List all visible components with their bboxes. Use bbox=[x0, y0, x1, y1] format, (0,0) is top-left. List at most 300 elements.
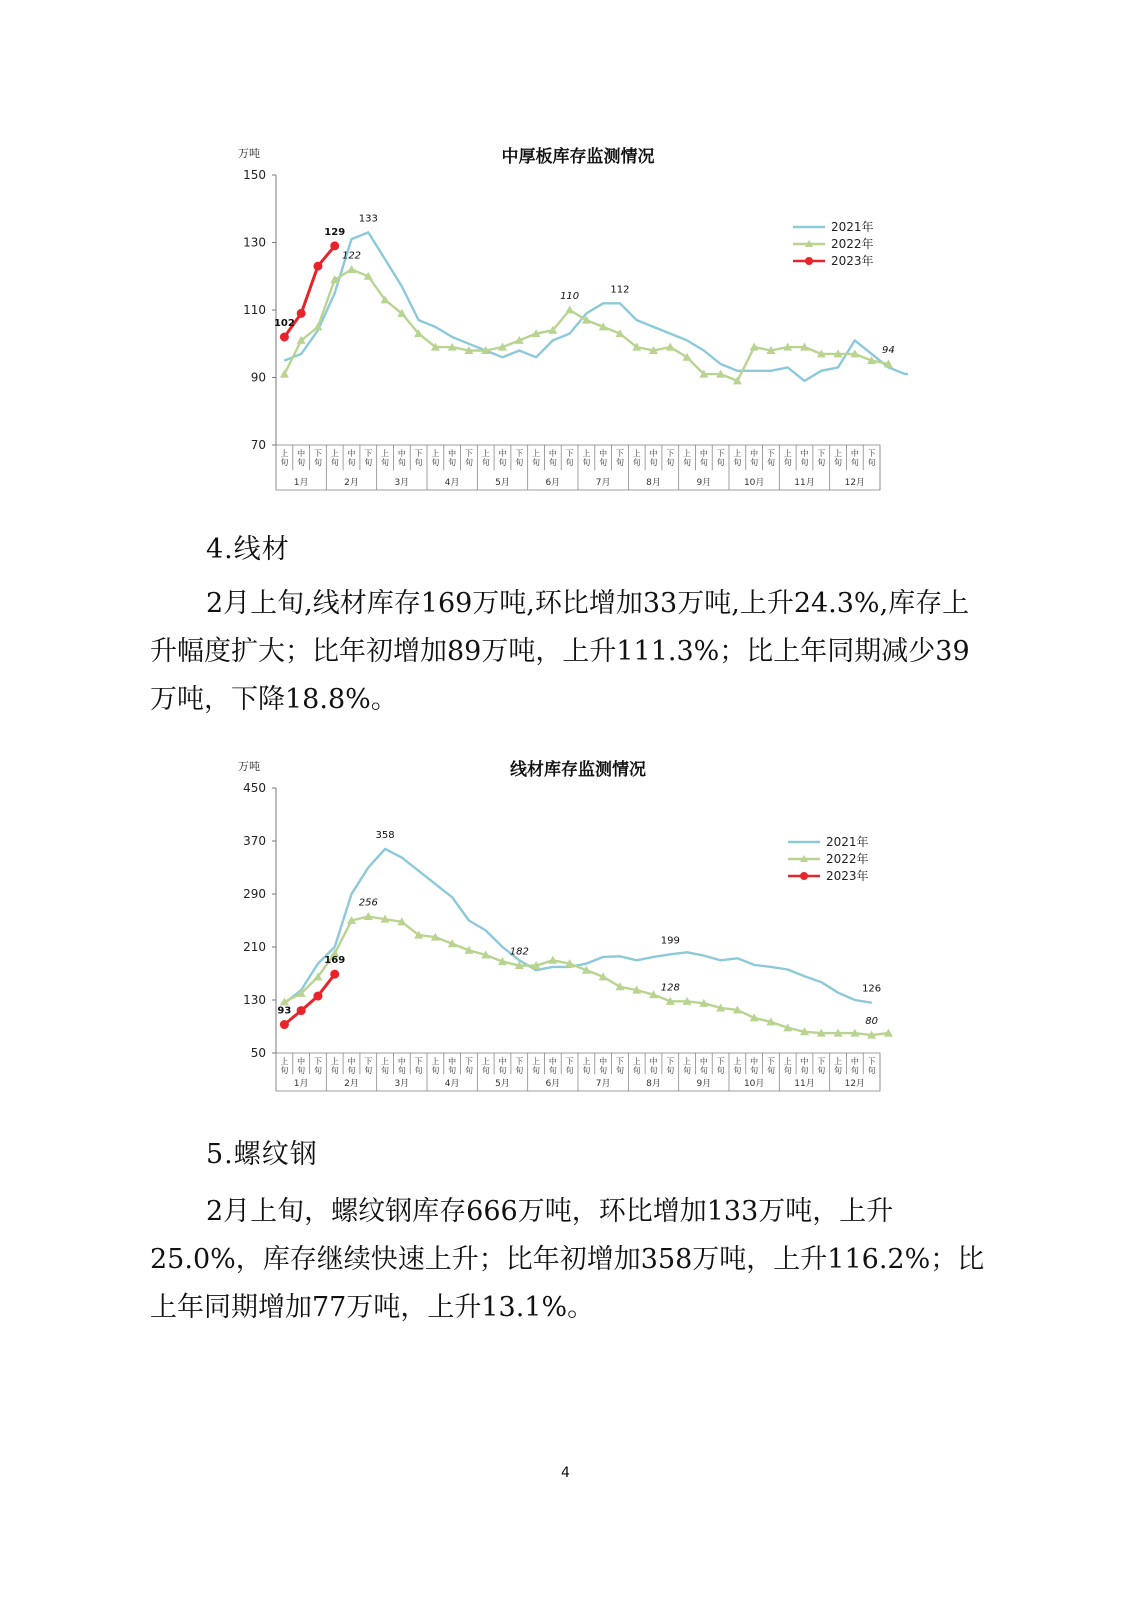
data-point-triangle bbox=[347, 265, 356, 273]
y-axis-unit: 万吨 bbox=[238, 760, 260, 773]
data-label: 126 bbox=[862, 983, 882, 995]
x-month-label: 6月 bbox=[545, 1079, 561, 1089]
x-period-label bbox=[381, 448, 389, 467]
x-period-label bbox=[784, 1056, 792, 1075]
data-point-circle bbox=[313, 992, 322, 1001]
x-period-char: 中 bbox=[649, 1057, 658, 1066]
x-period-char: 下 bbox=[515, 1057, 524, 1066]
data-label: 129 bbox=[324, 226, 346, 238]
x-period-char: 下 bbox=[615, 1057, 624, 1066]
data-point bbox=[301, 353, 302, 354]
x-period-label bbox=[331, 1056, 339, 1075]
x-period-label bbox=[549, 448, 557, 467]
x-period-char: 中 bbox=[800, 449, 809, 458]
data-label: 169 bbox=[324, 955, 346, 967]
data-point bbox=[452, 897, 453, 898]
x-month-label: 1月 bbox=[293, 478, 309, 488]
data-point bbox=[284, 360, 285, 361]
x-period-char: 中 bbox=[750, 1057, 759, 1066]
x-period-char: 上 bbox=[280, 1057, 289, 1066]
x-month-label: 12月 bbox=[844, 478, 866, 488]
x-month-label: 11月 bbox=[794, 478, 815, 488]
data-point bbox=[754, 370, 755, 371]
x-month-label: 4月 bbox=[444, 1079, 460, 1089]
x-period-char: 旬 bbox=[481, 1066, 490, 1075]
data-point bbox=[569, 333, 570, 334]
x-period-char: 上 bbox=[532, 449, 541, 458]
data-point bbox=[854, 1000, 855, 1001]
x-period-char: 上 bbox=[783, 449, 792, 458]
x-period-char: 旬 bbox=[834, 1066, 843, 1075]
x-period-char: 中 bbox=[850, 1057, 859, 1066]
x-period-char: 旬 bbox=[498, 1066, 507, 1075]
data-point bbox=[653, 326, 654, 327]
data-point bbox=[838, 992, 839, 993]
y-tick-label: 290 bbox=[243, 887, 266, 901]
legend-label: 2021年 bbox=[831, 220, 874, 234]
x-month-label: 12月 bbox=[844, 1079, 866, 1089]
x-period-char: 旬 bbox=[750, 1066, 759, 1075]
x-period-char: 中 bbox=[649, 449, 658, 458]
data-point bbox=[452, 337, 453, 338]
data-point bbox=[418, 320, 419, 321]
x-period-label bbox=[364, 1057, 372, 1075]
data-point-triangle bbox=[280, 370, 289, 378]
x-period-label bbox=[700, 448, 708, 467]
x-period-label bbox=[297, 448, 305, 467]
data-point-circle bbox=[313, 262, 322, 271]
x-period-label bbox=[499, 1056, 507, 1075]
x-period-char: 旬 bbox=[381, 1066, 390, 1075]
x-period-label bbox=[532, 1056, 540, 1075]
data-point-circle bbox=[330, 241, 339, 250]
data-point bbox=[586, 313, 587, 314]
x-period-char: 中 bbox=[297, 1057, 306, 1066]
x-period-label bbox=[314, 1057, 322, 1075]
x-period-label bbox=[499, 448, 507, 467]
x-period-label bbox=[448, 1056, 456, 1075]
legend-label: 2021年 bbox=[826, 835, 869, 849]
x-period-char: 下 bbox=[867, 449, 876, 458]
data-point bbox=[468, 920, 469, 921]
data-point-circle bbox=[280, 333, 289, 342]
x-period-label bbox=[633, 448, 641, 467]
y-tick-label: 130 bbox=[243, 235, 266, 250]
x-period-char: 旬 bbox=[280, 1066, 289, 1075]
x-period-char: 下 bbox=[313, 449, 322, 458]
x-period-char: 中 bbox=[750, 449, 759, 458]
data-point bbox=[603, 303, 604, 304]
data-point bbox=[519, 350, 520, 351]
plate-inventory-chart bbox=[228, 135, 908, 500]
x-month-label: 6月 bbox=[545, 478, 561, 488]
data-point bbox=[670, 954, 671, 955]
x-period-char: 下 bbox=[313, 1057, 322, 1066]
x-period-char: 旬 bbox=[364, 458, 373, 467]
data-point bbox=[737, 370, 738, 371]
x-month-label: 7月 bbox=[595, 1079, 611, 1089]
x-period-char: 旬 bbox=[817, 1066, 826, 1075]
data-point bbox=[821, 982, 822, 983]
x-period-label bbox=[431, 1056, 439, 1075]
x-period-label bbox=[566, 1057, 574, 1075]
x-period-char: 上 bbox=[330, 1057, 339, 1066]
x-period-char: 旬 bbox=[666, 458, 675, 467]
x-period-label bbox=[717, 449, 725, 467]
series-line-2 bbox=[284, 917, 888, 1036]
x-period-char: 旬 bbox=[649, 1066, 658, 1075]
data-point bbox=[687, 952, 688, 953]
x-period-label bbox=[448, 448, 456, 467]
x-period-label bbox=[851, 448, 859, 467]
x-period-label bbox=[381, 1056, 389, 1075]
data-point-circle bbox=[297, 1006, 306, 1015]
x-period-label bbox=[750, 448, 758, 467]
data-point bbox=[334, 293, 335, 294]
x-period-char: 旬 bbox=[414, 458, 423, 467]
data-point bbox=[385, 259, 386, 260]
x-period-char: 下 bbox=[565, 449, 574, 458]
x-period-label bbox=[633, 1056, 641, 1075]
x-period-char: 旬 bbox=[615, 458, 624, 467]
data-point bbox=[502, 947, 503, 948]
x-month-label: 3月 bbox=[394, 1079, 410, 1089]
x-period-char: 旬 bbox=[464, 1066, 473, 1075]
x-period-char: 中 bbox=[397, 449, 406, 458]
x-period-char: 下 bbox=[666, 449, 675, 458]
x-period-label bbox=[666, 1057, 674, 1075]
x-period-label bbox=[582, 1056, 590, 1075]
x-period-char: 旬 bbox=[632, 458, 641, 467]
legend-label: 2022年 bbox=[831, 237, 874, 251]
x-period-label bbox=[767, 1057, 775, 1075]
data-label: 358 bbox=[375, 829, 395, 841]
page-number: 4 bbox=[561, 1465, 570, 1481]
data-point bbox=[368, 232, 369, 233]
x-period-char: 旬 bbox=[280, 458, 289, 467]
x-month-label: 2月 bbox=[344, 1079, 359, 1089]
x-month-label: 11月 bbox=[794, 1079, 815, 1089]
chart-title: 线材库存监测情况 bbox=[510, 760, 646, 780]
x-period-char: 旬 bbox=[817, 458, 826, 467]
x-period-char: 旬 bbox=[850, 458, 859, 467]
data-point bbox=[519, 960, 520, 961]
x-period-char: 旬 bbox=[599, 458, 608, 467]
section-4-heading: 4.线材 bbox=[206, 534, 290, 565]
legend-label: 2023年 bbox=[826, 869, 869, 883]
x-period-char: 旬 bbox=[800, 458, 809, 467]
x-period-char: 旬 bbox=[347, 1066, 356, 1075]
x-period-char: 上 bbox=[834, 1057, 843, 1066]
x-month-label: 5月 bbox=[495, 478, 510, 488]
x-period-label bbox=[348, 1056, 356, 1075]
data-label: 133 bbox=[358, 213, 378, 225]
chart-title: 中厚板库存监测情况 bbox=[501, 147, 655, 167]
x-period-char: 旬 bbox=[381, 458, 390, 467]
x-month-label: 4月 bbox=[444, 478, 460, 488]
x-period-char: 下 bbox=[515, 449, 524, 458]
series-line-2 bbox=[284, 270, 888, 381]
x-period-char: 旬 bbox=[313, 458, 322, 467]
section-5-heading: 5.螺纹钢 bbox=[206, 1139, 318, 1170]
x-period-label bbox=[314, 449, 322, 467]
x-period-char: 旬 bbox=[632, 1066, 641, 1075]
data-point-circle bbox=[330, 970, 339, 979]
x-period-char: 中 bbox=[397, 1057, 406, 1066]
x-period-char: 旬 bbox=[582, 1066, 591, 1075]
data-point bbox=[536, 970, 537, 971]
x-period-char: 旬 bbox=[548, 1066, 557, 1075]
x-month-label: 9月 bbox=[696, 478, 712, 488]
x-period-label bbox=[599, 448, 607, 467]
x-period-char: 旬 bbox=[297, 1066, 306, 1075]
x-period-char: 旬 bbox=[532, 458, 541, 467]
data-label: 102 bbox=[273, 318, 295, 329]
data-label: 182 bbox=[509, 946, 529, 958]
data-point bbox=[653, 956, 654, 957]
x-month-label: 5月 bbox=[495, 1079, 510, 1089]
data-point bbox=[385, 848, 386, 849]
data-point bbox=[552, 340, 553, 341]
x-period-char: 上 bbox=[431, 449, 440, 458]
x-period-label bbox=[515, 449, 523, 467]
x-period-label bbox=[666, 449, 674, 467]
data-point bbox=[770, 966, 771, 967]
data-label: 94 bbox=[882, 345, 895, 356]
x-period-char: 下 bbox=[414, 1057, 423, 1066]
y-tick-label: 450 bbox=[243, 781, 266, 795]
x-period-char: 旬 bbox=[699, 1066, 708, 1075]
x-period-char: 旬 bbox=[515, 1066, 524, 1075]
x-period-label bbox=[331, 448, 339, 467]
x-period-char: 旬 bbox=[431, 1066, 440, 1075]
data-point bbox=[703, 955, 704, 956]
x-period-char: 旬 bbox=[649, 458, 658, 467]
x-period-char: 旬 bbox=[683, 458, 692, 467]
section-5-text: 2月上旬，螺纹钢库存666万吨，环比增加133万吨，上升25.0%，库存继续快速上升；比年初增加358万吨，上升116.2%；比上年同期增加77万吨，上升13.1%。 bbox=[150, 1196, 985, 1323]
data-label: 110 bbox=[560, 291, 580, 302]
x-period-char: 下 bbox=[716, 1057, 725, 1066]
data-point bbox=[720, 364, 721, 365]
x-period-label bbox=[465, 1057, 473, 1075]
data-label: 122 bbox=[341, 250, 362, 262]
x-period-char: 旬 bbox=[834, 458, 843, 467]
data-point bbox=[871, 353, 872, 354]
x-period-char: 中 bbox=[548, 1057, 557, 1066]
data-label: 80 bbox=[865, 1016, 878, 1028]
x-period-char: 旬 bbox=[599, 1066, 608, 1075]
x-month-label: 1月 bbox=[293, 1079, 309, 1089]
data-point bbox=[401, 286, 402, 287]
x-period-char: 旬 bbox=[850, 1066, 859, 1075]
data-point bbox=[754, 964, 755, 965]
data-point bbox=[636, 320, 637, 321]
x-period-char: 旬 bbox=[766, 1066, 775, 1075]
x-period-char: 下 bbox=[615, 449, 624, 458]
chart-svg bbox=[228, 135, 908, 500]
x-period-label bbox=[650, 448, 658, 467]
y-tick-label: 130 bbox=[243, 993, 266, 1007]
x-period-label bbox=[784, 448, 792, 467]
x-period-char: 旬 bbox=[448, 1066, 457, 1075]
x-period-char: 下 bbox=[565, 1057, 574, 1066]
x-period-char: 旬 bbox=[297, 458, 306, 467]
x-period-char: 中 bbox=[347, 449, 356, 458]
x-period-char: 上 bbox=[632, 1057, 641, 1066]
x-period-label bbox=[733, 1056, 741, 1075]
data-point bbox=[485, 930, 486, 931]
data-point bbox=[737, 958, 738, 959]
x-period-char: 中 bbox=[850, 449, 859, 458]
x-month-label: 2月 bbox=[344, 478, 359, 488]
x-period-char: 旬 bbox=[448, 458, 457, 467]
data-point bbox=[334, 947, 335, 948]
x-period-label bbox=[834, 1056, 842, 1075]
x-period-char: 旬 bbox=[716, 1066, 725, 1075]
x-period-label bbox=[616, 449, 624, 467]
x-period-label bbox=[482, 1056, 490, 1075]
x-period-char: 上 bbox=[381, 449, 390, 458]
x-period-char: 下 bbox=[464, 449, 473, 458]
data-label: 112 bbox=[610, 284, 630, 296]
x-period-char: 旬 bbox=[397, 458, 406, 467]
data-label: 199 bbox=[660, 935, 680, 947]
x-period-char: 旬 bbox=[330, 458, 339, 467]
data-point bbox=[468, 343, 469, 344]
x-period-char: 旬 bbox=[330, 1066, 339, 1075]
x-period-char: 下 bbox=[364, 1057, 373, 1066]
x-period-char: 中 bbox=[448, 1057, 457, 1066]
x-period-char: 上 bbox=[683, 449, 692, 458]
x-period-label bbox=[717, 1057, 725, 1075]
x-period-label bbox=[683, 1056, 691, 1075]
x-period-char: 旬 bbox=[783, 1066, 792, 1075]
x-period-char: 中 bbox=[699, 1057, 708, 1066]
x-period-char: 旬 bbox=[615, 1066, 624, 1075]
x-period-char: 旬 bbox=[666, 1066, 675, 1075]
data-point bbox=[720, 960, 721, 961]
x-period-label bbox=[415, 449, 423, 467]
data-point bbox=[552, 966, 553, 967]
x-period-char: 上 bbox=[532, 1057, 541, 1066]
x-period-char: 上 bbox=[431, 1057, 440, 1066]
data-label: 128 bbox=[660, 982, 680, 994]
x-period-char: 上 bbox=[381, 1057, 390, 1066]
x-period-char: 旬 bbox=[313, 1066, 322, 1075]
x-period-label bbox=[415, 1057, 423, 1075]
x-period-char: 旬 bbox=[397, 1066, 406, 1075]
data-point bbox=[838, 367, 839, 368]
data-point bbox=[687, 340, 688, 341]
legend-label: 2023年 bbox=[831, 254, 874, 268]
x-period-label bbox=[851, 1056, 859, 1075]
x-period-char: 旬 bbox=[867, 458, 876, 467]
y-tick-label: 90 bbox=[250, 370, 266, 385]
x-period-label bbox=[834, 448, 842, 467]
section-5-paragraph bbox=[150, 1188, 990, 1332]
x-period-char: 中 bbox=[498, 449, 507, 458]
x-period-label bbox=[566, 449, 574, 467]
x-month-label: 8月 bbox=[646, 1079, 661, 1089]
x-period-char: 上 bbox=[783, 1057, 792, 1066]
x-period-char: 下 bbox=[364, 449, 373, 458]
series-line-1 bbox=[284, 232, 908, 381]
x-period-char: 上 bbox=[582, 1057, 591, 1066]
series-line-1 bbox=[284, 849, 871, 1003]
data-point bbox=[435, 326, 436, 327]
data-point bbox=[586, 963, 587, 964]
x-period-char: 旬 bbox=[750, 458, 759, 467]
x-period-char: 上 bbox=[733, 449, 742, 458]
data-point bbox=[804, 976, 805, 977]
data-point bbox=[619, 303, 620, 304]
data-point bbox=[770, 370, 771, 371]
x-month-label: 3月 bbox=[394, 478, 410, 488]
x-period-char: 中 bbox=[599, 1057, 608, 1066]
y-tick-label: 50 bbox=[250, 1046, 266, 1060]
x-month-label: 7月 bbox=[595, 478, 611, 488]
x-period-char: 旬 bbox=[481, 458, 490, 467]
data-point-circle bbox=[280, 1020, 289, 1029]
x-period-label bbox=[733, 448, 741, 467]
x-period-char: 上 bbox=[481, 449, 490, 458]
x-month-label: 10月 bbox=[743, 478, 765, 488]
x-period-char: 下 bbox=[817, 449, 826, 458]
x-period-char: 中 bbox=[297, 449, 306, 458]
x-period-label bbox=[700, 1056, 708, 1075]
data-point bbox=[854, 340, 855, 341]
data-label: 93 bbox=[277, 1005, 292, 1017]
y-tick-label: 370 bbox=[243, 834, 266, 848]
data-point bbox=[905, 374, 906, 375]
y-tick-label: 110 bbox=[243, 303, 266, 317]
data-point bbox=[351, 239, 352, 240]
x-period-char: 中 bbox=[548, 449, 557, 458]
x-period-label bbox=[364, 449, 372, 467]
x-period-label bbox=[750, 1056, 758, 1075]
y-tick-label: 210 bbox=[243, 940, 266, 954]
data-point bbox=[418, 870, 419, 871]
x-period-char: 旬 bbox=[364, 1066, 373, 1075]
x-period-char: 旬 bbox=[565, 458, 574, 467]
x-period-label bbox=[431, 448, 439, 467]
x-period-char: 中 bbox=[599, 449, 608, 458]
x-period-char: 旬 bbox=[766, 458, 775, 467]
wire-rod-inventory-chart bbox=[228, 750, 908, 1095]
x-period-label bbox=[817, 1057, 825, 1075]
data-point bbox=[619, 956, 620, 957]
x-period-label bbox=[801, 1056, 809, 1075]
x-period-char: 旬 bbox=[716, 458, 725, 467]
x-period-char: 中 bbox=[699, 449, 708, 458]
x-period-label bbox=[549, 1056, 557, 1075]
data-point bbox=[603, 956, 604, 957]
x-period-char: 下 bbox=[414, 449, 423, 458]
x-period-char: 旬 bbox=[414, 1066, 423, 1075]
x-period-char: 旬 bbox=[800, 1066, 809, 1075]
x-period-char: 下 bbox=[716, 449, 725, 458]
data-label: 256 bbox=[358, 897, 378, 909]
chart-svg bbox=[228, 750, 908, 1095]
x-period-char: 下 bbox=[766, 449, 775, 458]
x-period-char: 上 bbox=[683, 1057, 692, 1066]
y-axis-unit: 万吨 bbox=[238, 147, 260, 160]
data-point bbox=[536, 357, 537, 358]
x-period-label bbox=[398, 1056, 406, 1075]
y-tick-label: 70 bbox=[250, 438, 266, 452]
x-period-label bbox=[767, 449, 775, 467]
x-period-char: 上 bbox=[330, 449, 339, 458]
